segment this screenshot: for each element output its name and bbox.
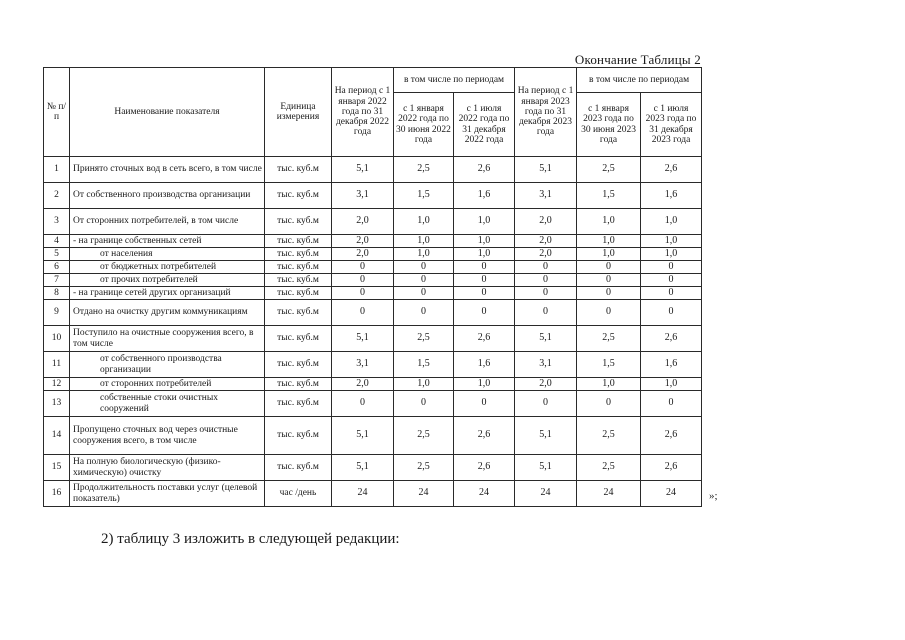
indicator-name: от собственного производства организации <box>70 352 265 378</box>
table-row <box>44 235 702 248</box>
indicator-name: от бюджетных потребителей <box>70 261 265 274</box>
row-number: 6 <box>44 261 70 274</box>
unit-cell: тыс. куб.м <box>265 300 332 326</box>
unit-cell: тыс. куб.м <box>265 287 332 300</box>
value-cell: 3,1 <box>332 183 394 209</box>
value-cell: 24 <box>394 481 454 507</box>
unit-cell: тыс. куб.м <box>265 326 332 352</box>
value-cell: 2,6 <box>454 455 515 481</box>
value-cell: 1,6 <box>454 352 515 378</box>
row-number: 4 <box>44 235 70 248</box>
value-cell: 0 <box>515 261 577 274</box>
value-cell: 2,5 <box>394 417 454 455</box>
value-cell: 2,0 <box>332 235 394 248</box>
table-row <box>44 378 702 391</box>
indicator-name: собственные стоки очистных сооружений <box>70 391 265 417</box>
table-row <box>44 300 702 326</box>
value-cell: 0 <box>394 261 454 274</box>
value-cell: 1,0 <box>641 235 702 248</box>
row-number: 2 <box>44 183 70 209</box>
value-cell: 5,1 <box>332 455 394 481</box>
row-number: 16 <box>44 481 70 507</box>
value-cell: 24 <box>454 481 515 507</box>
value-cell: 1,0 <box>641 248 702 261</box>
value-cell: 0 <box>515 391 577 417</box>
value-cell: 2,0 <box>515 209 577 235</box>
header-h1-2022: с 1 января 2022 года по 30 июня 2022 года <box>394 93 454 157</box>
value-cell: 0 <box>454 261 515 274</box>
value-cell: 2,5 <box>577 417 641 455</box>
value-cell: 5,1 <box>332 157 394 183</box>
value-cell: 0 <box>332 287 394 300</box>
value-cell: 1,0 <box>454 378 515 391</box>
indicator-name: от прочих потребителей <box>70 274 265 287</box>
value-cell: 2,5 <box>394 326 454 352</box>
value-cell: 3,1 <box>332 352 394 378</box>
value-cell: 0 <box>515 274 577 287</box>
value-cell: 1,6 <box>454 183 515 209</box>
header-h2-2022: с 1 июля 2022 года по 31 декабря 2022 года <box>454 93 515 157</box>
table-row <box>44 287 702 300</box>
value-cell: 3,1 <box>515 183 577 209</box>
indicator-name: Пропущено сточных вод через очистные сооружения всего, в том числе <box>70 417 265 455</box>
row-number: 9 <box>44 300 70 326</box>
value-cell: 24 <box>641 481 702 507</box>
unit-cell: тыс. куб.м <box>265 235 332 248</box>
value-cell: 5,1 <box>515 157 577 183</box>
value-cell: 5,1 <box>515 455 577 481</box>
data-table <box>43 67 702 507</box>
value-cell: 2,0 <box>332 248 394 261</box>
value-cell: 1,5 <box>394 183 454 209</box>
indicator-name: Продолжительность поставки услуг (целевой показатель) <box>70 481 265 507</box>
row-number: 11 <box>44 352 70 378</box>
table-row <box>44 326 702 352</box>
unit-cell: тыс. куб.м <box>265 391 332 417</box>
table-row <box>44 183 702 209</box>
indicator-name: от населения <box>70 248 265 261</box>
unit-cell: тыс. куб.м <box>265 274 332 287</box>
table-row <box>44 274 702 287</box>
table-row <box>44 481 702 507</box>
row-number: 13 <box>44 391 70 417</box>
unit-cell: тыс. куб.м <box>265 378 332 391</box>
row-number: 7 <box>44 274 70 287</box>
indicator-name: Принято сточных вод в сеть всего, в том числе <box>70 157 265 183</box>
table-row <box>44 391 702 417</box>
value-cell: 0 <box>641 274 702 287</box>
value-cell: 0 <box>394 391 454 417</box>
amendment-paragraph: 2) таблицу 3 изложить в следующей редакции: <box>101 531 400 547</box>
indicator-name: от сторонних потребителей <box>70 378 265 391</box>
value-cell: 1,0 <box>454 209 515 235</box>
value-cell: 1,0 <box>454 235 515 248</box>
value-cell: 5,1 <box>515 417 577 455</box>
value-cell: 1,5 <box>577 352 641 378</box>
value-cell: 0 <box>332 391 394 417</box>
value-cell: 2,0 <box>515 378 577 391</box>
value-cell: 2,5 <box>577 326 641 352</box>
value-cell: 0 <box>454 300 515 326</box>
unit-cell: тыс. куб.м <box>265 261 332 274</box>
value-cell: 2,5 <box>394 455 454 481</box>
value-cell: 1,0 <box>394 235 454 248</box>
indicator-name: От собственного производства организации <box>70 183 265 209</box>
value-cell: 1,5 <box>394 352 454 378</box>
table-row <box>44 455 702 481</box>
value-cell: 1,0 <box>577 378 641 391</box>
value-cell: 2,5 <box>394 157 454 183</box>
value-cell: 5,1 <box>515 326 577 352</box>
value-cell: 24 <box>577 481 641 507</box>
value-cell: 0 <box>332 261 394 274</box>
row-number: 12 <box>44 378 70 391</box>
header-name: Наименование показателя <box>70 68 265 157</box>
value-cell: 0 <box>394 274 454 287</box>
indicator-name: - на границе сетей других организаций <box>70 287 265 300</box>
header-incl-2022: в том числе по периодам <box>394 68 515 93</box>
value-cell: 2,6 <box>641 417 702 455</box>
value-cell: 1,0 <box>394 378 454 391</box>
table-row <box>44 209 702 235</box>
value-cell: 2,6 <box>641 326 702 352</box>
value-cell: 2,6 <box>454 417 515 455</box>
value-cell: 0 <box>454 391 515 417</box>
unit-cell: тыс. куб.м <box>265 209 332 235</box>
row-number: 8 <box>44 287 70 300</box>
value-cell: 1,0 <box>577 209 641 235</box>
value-cell: 5,1 <box>332 417 394 455</box>
table-row <box>44 417 702 455</box>
table-row <box>44 248 702 261</box>
value-cell: 0 <box>577 261 641 274</box>
table-row <box>44 157 702 183</box>
indicator-name: - на границе собственных сетей <box>70 235 265 248</box>
value-cell: 5,1 <box>332 326 394 352</box>
value-cell: 2,6 <box>454 326 515 352</box>
unit-cell: час /день <box>265 481 332 507</box>
value-cell: 2,0 <box>332 209 394 235</box>
value-cell: 1,6 <box>641 183 702 209</box>
value-cell: 2,6 <box>641 157 702 183</box>
header-incl-2023: в том числе по периодам <box>577 68 702 93</box>
value-cell: 0 <box>394 287 454 300</box>
unit-cell: тыс. куб.м <box>265 417 332 455</box>
value-cell: 2,5 <box>577 157 641 183</box>
value-cell: 1,0 <box>577 235 641 248</box>
value-cell: 24 <box>515 481 577 507</box>
row-number: 10 <box>44 326 70 352</box>
value-cell: 2,5 <box>577 455 641 481</box>
indicator-name: Поступило на очистные сооружения всего, в том числе <box>70 326 265 352</box>
row-number: 1 <box>44 157 70 183</box>
header-h2-2023: с 1 июля 2023 года по 31 декабря 2023 года <box>641 93 702 157</box>
value-cell: 1,5 <box>577 183 641 209</box>
value-cell: 1,0 <box>641 209 702 235</box>
indicator-name: Отдано на очистку другим коммуникациям <box>70 300 265 326</box>
value-cell: 0 <box>454 274 515 287</box>
value-cell: 0 <box>641 300 702 326</box>
row-number: 3 <box>44 209 70 235</box>
value-cell: 0 <box>394 300 454 326</box>
unit-cell: тыс. куб.м <box>265 183 332 209</box>
unit-cell: тыс. куб.м <box>265 157 332 183</box>
value-cell: 0 <box>577 287 641 300</box>
value-cell: 0 <box>332 300 394 326</box>
end-quote-mark: »; <box>709 490 718 502</box>
value-cell: 0 <box>577 300 641 326</box>
row-number: 15 <box>44 455 70 481</box>
value-cell: 1,0 <box>454 248 515 261</box>
value-cell: 0 <box>454 287 515 300</box>
indicator-name: На полную биологическую (физико-химическую) очистку <box>70 455 265 481</box>
value-cell: 0 <box>332 274 394 287</box>
value-cell: 0 <box>641 287 702 300</box>
unit-cell: тыс. куб.м <box>265 455 332 481</box>
table-row <box>44 261 702 274</box>
value-cell: 0 <box>577 274 641 287</box>
value-cell: 1,6 <box>641 352 702 378</box>
value-cell: 2,6 <box>454 157 515 183</box>
value-cell: 2,0 <box>515 235 577 248</box>
header-period-2022: На период с 1 января 2022 года по 31 декабря 2022 года <box>332 68 394 157</box>
row-number: 5 <box>44 248 70 261</box>
value-cell: 1,0 <box>641 378 702 391</box>
value-cell: 24 <box>332 481 394 507</box>
value-cell: 2,0 <box>332 378 394 391</box>
unit-cell: тыс. куб.м <box>265 352 332 378</box>
header-num: № п/п <box>44 68 70 157</box>
value-cell: 3,1 <box>515 352 577 378</box>
value-cell: 0 <box>515 300 577 326</box>
value-cell: 0 <box>641 391 702 417</box>
row-number: 14 <box>44 417 70 455</box>
table-row <box>44 352 702 378</box>
value-cell: 1,0 <box>394 209 454 235</box>
value-cell: 2,0 <box>515 248 577 261</box>
value-cell: 0 <box>641 261 702 274</box>
header-period-2023: На период с 1 января 2023 года по 31 декабря 2023 года <box>515 68 577 157</box>
indicator-name: От сторонних потребителей, в том числе <box>70 209 265 235</box>
value-cell: 0 <box>515 287 577 300</box>
header-h1-2023: с 1 января 2023 года по 30 июня 2023 года <box>577 93 641 157</box>
value-cell: 2,6 <box>641 455 702 481</box>
value-cell: 0 <box>577 391 641 417</box>
table-caption: Окончание Таблицы 2 <box>574 52 701 67</box>
header-unit: Единица измерения <box>265 68 332 157</box>
unit-cell: тыс. куб.м <box>265 248 332 261</box>
value-cell: 1,0 <box>394 248 454 261</box>
value-cell: 1,0 <box>577 248 641 261</box>
